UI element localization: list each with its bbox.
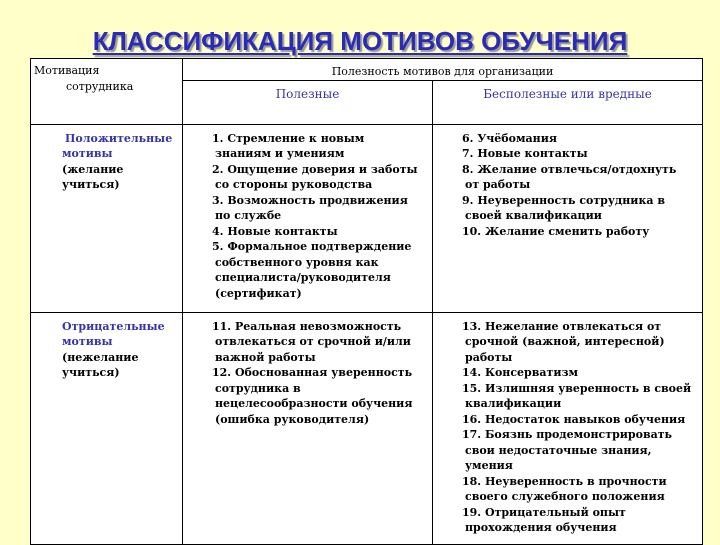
motives-table — [30, 58, 703, 545]
table-row-positive — [31, 124, 703, 312]
table-row-negative — [31, 312, 703, 544]
list-item: 3. Возможность продвижения по службе — [212, 193, 408, 222]
list-item: 17. Боязнь продемонстрировать свои недостаточные знания, умения — [462, 428, 672, 472]
list-item: 7. Новые контакты — [462, 147, 588, 160]
usefulness-header: Полезность мотивов для организации — [183, 59, 703, 81]
row-header-note: (нежелание — [62, 350, 139, 364]
cell-positive-harmful — [433, 124, 703, 312]
list-item: 10. Желание сменить работу — [462, 224, 650, 238]
column-header-harmful: Бесполезные или вредные — [433, 80, 703, 124]
list-item: 6. Учёбомания — [462, 131, 557, 145]
list-item: 15. Излишняя уверенность в своей квалификации — [462, 381, 692, 410]
row-header-negative — [31, 312, 183, 544]
row-header-note-2: учиться) — [62, 366, 120, 379]
list-item: 13. Нежелание отвлекаться от срочной (важной, интересной) работы — [462, 319, 665, 364]
row-header-positive — [31, 124, 183, 312]
list-item: 18. Неуверенность в прочности своего служебного положения — [462, 474, 667, 503]
row-header-title: Положительные — [65, 131, 173, 145]
list-item: 11. Реальная невозможность отвлекаться от срочной и/или важной работы — [212, 319, 411, 364]
table-header-row — [31, 59, 703, 81]
list-item: 5. Формальное подтверждение собственного уровня как специалиста/руководителя (сертификат) — [212, 240, 412, 300]
row-header-title: Отрицательные — [62, 319, 165, 333]
row-header-title-2: мотивы — [62, 335, 113, 348]
row-header-note-2: учиться) — [62, 178, 120, 191]
list-item: 12. Обоснованная уверенность сотрудника в нецелесообразности обучения (ошибка руководителя) — [212, 366, 413, 426]
row-header-note: (желание — [62, 162, 124, 176]
list-item: 8. Желание отвлечься/отдохнуть от работы — [462, 162, 677, 191]
cell-negative-harmful — [433, 312, 703, 544]
list-item: 2. Ощущение доверия и заботы со стороны руководства — [212, 162, 418, 191]
page-title: КЛАССИФИКАЦИЯ МОТИВОВ ОБУЧЕНИЯ — [92, 26, 628, 56]
list-item: 16. Недостаток навыков обучения — [462, 412, 686, 426]
row-header-title-2: мотивы — [62, 147, 113, 160]
cell-positive-useful — [183, 124, 433, 312]
list-item: 1. Стремление к новым знаниям и умениям — [212, 131, 365, 160]
corner-label-line2: сотрудника — [66, 79, 134, 93]
corner-cell — [31, 59, 183, 125]
list-item: 9. Неуверенность сотрудника в своей квалификации — [462, 193, 665, 222]
list-item: 19. Отрицательный опыт прохождения обучения — [462, 505, 626, 534]
list-item: 4. Новые контакты — [212, 224, 338, 238]
column-header-useful: Полезные — [183, 80, 433, 124]
list-item: 14. Консерватизм — [462, 366, 579, 379]
cell-negative-useful — [183, 312, 433, 544]
corner-label-line1: Мотивация — [34, 64, 100, 77]
